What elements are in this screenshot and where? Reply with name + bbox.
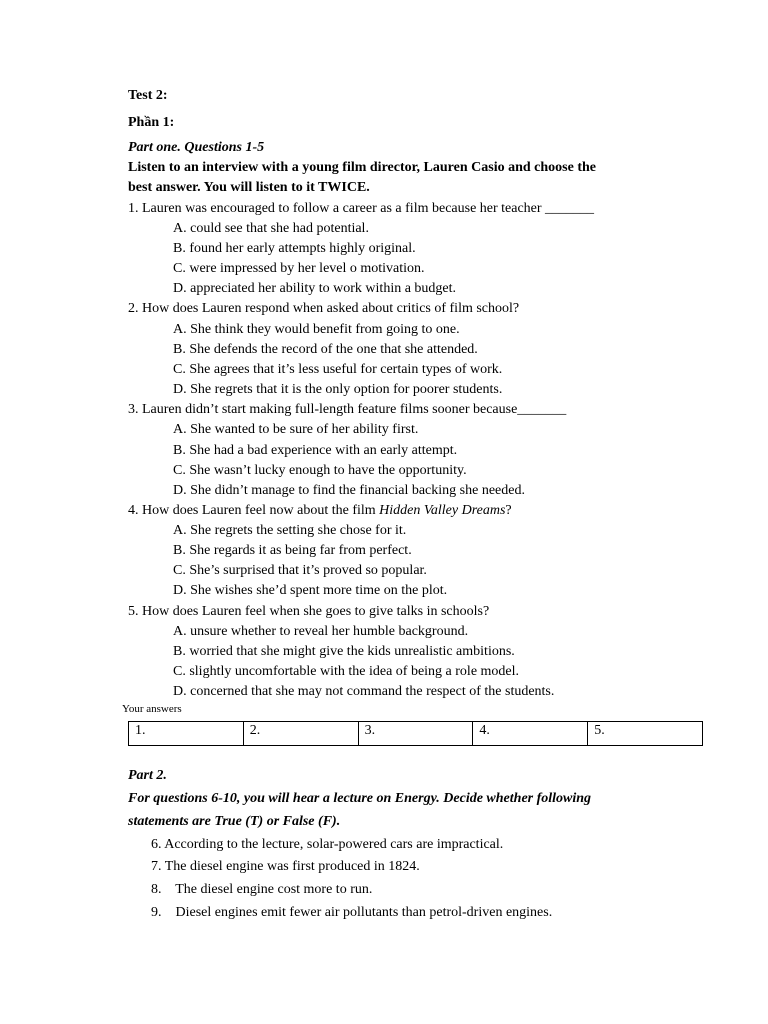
question-3-stem: 3. Lauren didn’t start making full-length feature films sooner because_______	[128, 402, 567, 417]
answer-table	[128, 721, 703, 746]
part1-heading: Part one. Questions 1-5	[128, 140, 265, 155]
question-5-option-c: C. slightly uncomfortable with the idea of being a role model.	[173, 664, 520, 679]
question-4-film-title: Hidden Valley Dreams	[379, 503, 506, 518]
statement-8: 8. The diesel engine cost more to run.	[151, 882, 373, 897]
question-2-stem: 2. How does Lauren respond when asked about critics of film school?	[128, 301, 520, 316]
question-4-option-d: D. She wishes she’d spent more time on the plot.	[173, 583, 448, 598]
question-3-option-c: C. She wasn’t lucky enough to have the opportunity.	[173, 463, 467, 478]
question-1-stem: 1. Lauren was encouraged to follow a career as a film because her teacher _______	[128, 201, 595, 216]
answer-cell-2[interactable]: 2.	[243, 722, 358, 746]
question-1-option-b: B. found her early attempts highly original.	[173, 241, 416, 256]
answer-cell-4[interactable]: 4.	[473, 722, 588, 746]
question-1-option-c: C. were impressed by her level o motivation.	[173, 261, 425, 276]
question-3-option-d: D. She didn’t manage to find the financial backing she needed.	[173, 483, 525, 498]
answer-table-row	[129, 722, 703, 746]
question-5-option-a: A. unsure whether to reveal her humble background.	[173, 624, 469, 639]
question-2-option-b: B. She defends the record of the one that she attended.	[173, 342, 478, 357]
question-4-stem-prefix: 4. How does Lauren feel now about the film	[128, 503, 380, 518]
statement-7: 7. The diesel engine was first produced in 1824.	[151, 859, 420, 874]
section-title: Phần 1:	[128, 115, 175, 130]
question-4-stem	[128, 502, 512, 520]
question-4-option-b: B. She regards it as being far from perfect.	[173, 543, 412, 558]
part2-heading: Part 2.	[128, 768, 167, 783]
part2-instruction-line2: statements are True (T) or False (F).	[128, 814, 341, 829]
question-1-option-a: A. could see that she had potential.	[173, 221, 369, 236]
part1-instruction-line2: best answer. You will listen to it TWICE.	[128, 180, 370, 195]
question-2-option-d: D. She regrets that it is the only option for poorer students.	[173, 382, 503, 397]
question-5-option-d: D. concerned that she may not command the respect of the students.	[173, 684, 555, 699]
test-title: Test 2:	[128, 88, 168, 103]
question-5-option-b: B. worried that she might give the kids unrealistic ambitions.	[173, 644, 515, 659]
question-4-option-a: A. She regrets the setting she chose for it.	[173, 523, 407, 538]
question-1-option-d: D. appreciated her ability to work within a budget.	[173, 281, 457, 296]
question-2-option-a: A. She think they would benefit from going to one.	[173, 322, 460, 337]
question-4-stem-suffix: ?	[505, 503, 512, 518]
question-4-option-c: C. She’s surprised that it’s proved so popular.	[173, 563, 427, 578]
part1-instruction-line1: Listen to an interview with a young film director, Lauren Casio and choose the	[128, 160, 596, 175]
question-3-option-b: B. She had a bad experience with an early attempt.	[173, 443, 458, 458]
part2-instruction-line1: For questions 6-10, you will hear a lecture on Energy. Decide whether following	[128, 791, 592, 806]
statement-9: 9. Diesel engines emit fewer air pollutants than petrol-driven engines.	[151, 905, 553, 920]
question-5-stem: 5. How does Lauren feel when she goes to give talks in schools?	[128, 604, 490, 619]
answer-cell-5[interactable]: 5.	[588, 722, 703, 746]
answers-label: Your answers	[122, 703, 182, 715]
question-2-option-c: C. She agrees that it’s less useful for certain types of work.	[173, 362, 503, 377]
statement-6: 6. According to the lecture, solar-powered cars are impractical.	[151, 837, 504, 852]
answer-cell-3[interactable]: 3.	[358, 722, 473, 746]
question-3-option-a: A. She wanted to be sure of her ability first.	[173, 422, 419, 437]
answer-cell-1[interactable]: 1.	[129, 722, 244, 746]
